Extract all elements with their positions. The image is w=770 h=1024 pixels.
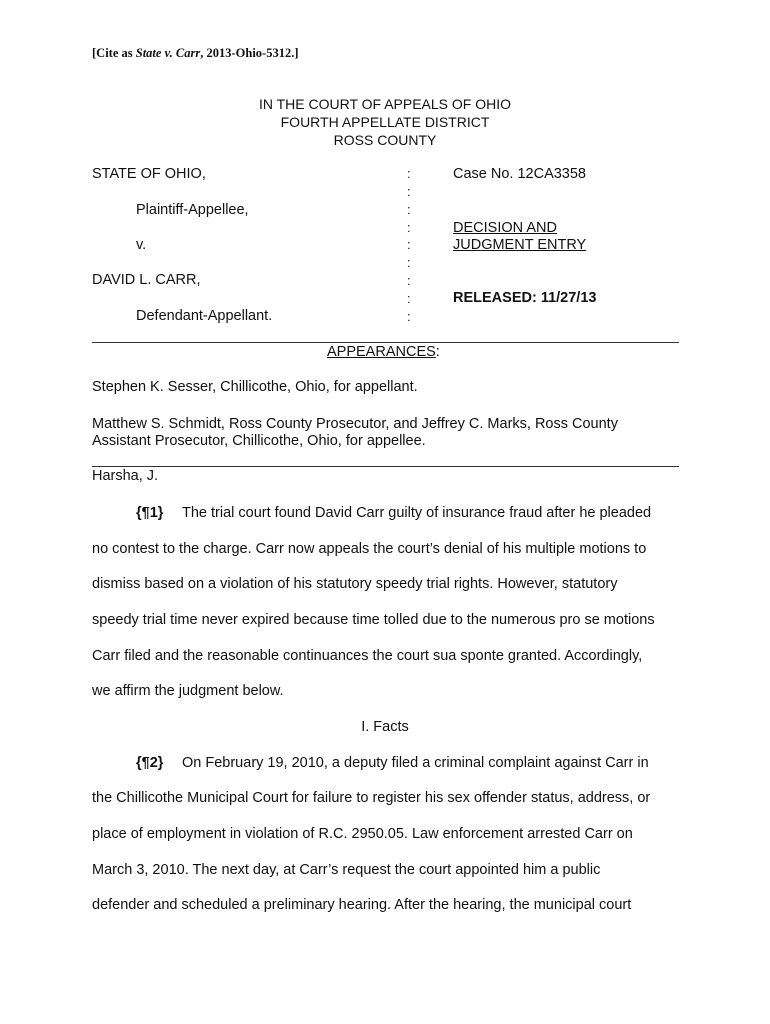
paragraph-line: The trial court found David Carr guilty of insurance fraud after he pleaded <box>182 505 652 521</box>
release-date: RELEASED: 11/27/13 <box>453 290 597 306</box>
paragraph-line: no contest to the charge. Carr now appeals the court’s denial of his multiple motions to <box>92 541 647 557</box>
plaintiff-role: Plaintiff-Appellee, <box>136 202 249 218</box>
paragraph-line: On February 19, 2010, a deputy filed a criminal complaint against Carr in <box>182 755 649 771</box>
horizontal-rule <box>92 466 679 467</box>
citation-case-name: State v. Carr <box>135 46 201 60</box>
citation-prefix: [Cite as <box>92 46 136 60</box>
horizontal-rule <box>92 342 679 343</box>
judge-name: Harsha, J. <box>92 468 159 484</box>
caption-separator: : <box>407 273 411 288</box>
appellee-counsel-line1: Matthew S. Schmidt, Ross County Prosecutor, and Jeffrey C. Marks, Ross County <box>92 416 618 432</box>
court-district: FOURTH APPELLATE DISTRICT <box>280 114 490 130</box>
appellee-counsel-line2: Assistant Prosecutor, Chillicothe, Ohio, for appellee. <box>92 433 426 449</box>
paragraph-line: place of employment in violation of R.C. 2950.05. Law enforcement arrested Carr on <box>92 826 633 842</box>
defendant-name: DAVID L. CARR, <box>92 272 201 288</box>
caption-separator: : <box>407 184 411 199</box>
section-heading: I. Facts <box>361 719 409 735</box>
paragraph-line: dismiss based on a violation of his statutory speedy trial rights. However, statutory <box>92 576 618 592</box>
paragraph-line: March 3, 2010. The next day, at Carr’s request the court appointed him a public <box>92 862 601 878</box>
appearances-heading <box>327 344 440 360</box>
caption-separator: : <box>407 255 411 270</box>
appearances-heading-colon: : <box>435 344 440 360</box>
paragraph-line: the Chillicothe Municipal Court for failure to register his sex offender status, address, or <box>92 790 651 806</box>
decision-title-line1: DECISION AND <box>453 220 557 236</box>
appearances-heading-text: APPEARANCES <box>327 344 436 360</box>
versus: v. <box>136 237 147 253</box>
case-number: Case No. 12CA3358 <box>453 166 586 182</box>
paragraph-marker: {¶2} <box>136 755 164 771</box>
court-name: IN THE COURT OF APPEALS OF OHIO <box>258 96 512 112</box>
caption-separator: : <box>407 309 411 324</box>
paragraph-marker: {¶1} <box>136 505 164 521</box>
caption-separator: : <box>407 220 411 235</box>
paragraph-line: defender and scheduled a preliminary hearing. After the hearing, the municipal court <box>92 897 632 913</box>
appellant-counsel: Stephen K. Sesser, Chillicothe, Ohio, for appellant. <box>92 379 418 395</box>
citation-header <box>92 46 299 61</box>
defendant-role: Defendant-Appellant. <box>136 308 273 324</box>
caption-separator: : <box>407 202 411 217</box>
caption-separator: : <box>407 237 411 252</box>
paragraph-line: speedy trial time never expired because time tolled due to the numerous pro se motions <box>92 612 655 628</box>
court-county: ROSS COUNTY <box>333 132 437 148</box>
caption-separator: : <box>407 166 411 181</box>
paragraph-line: Carr filed and the reasonable continuances the court sua sponte granted. Accordingly, <box>92 648 643 664</box>
paragraph-line: we affirm the judgment below. <box>92 683 284 699</box>
decision-title-line2: JUDGMENT ENTRY <box>453 237 587 253</box>
plaintiff-name: STATE OF OHIO, <box>92 166 206 182</box>
citation-suffix: , 2013-Ohio-5312.] <box>200 46 299 60</box>
caption-separator: : <box>407 291 411 306</box>
